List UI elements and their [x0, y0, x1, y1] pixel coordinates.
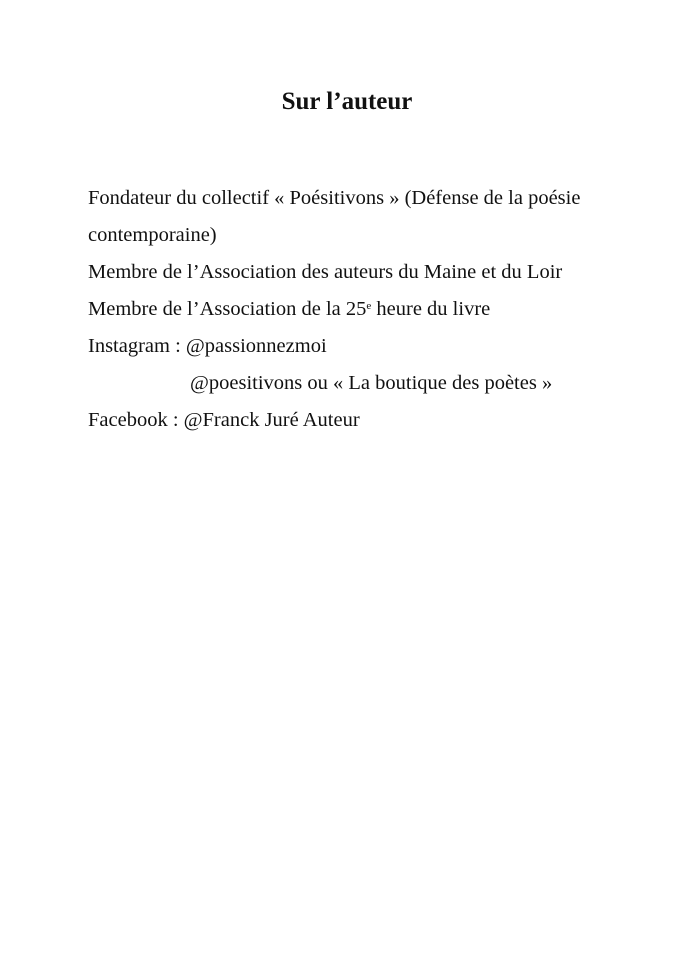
- facebook-line: Facebook : @Franck Juré Auteur: [88, 409, 360, 431]
- instagram-handle-2: @poesitivons ou « La boutique des poètes »: [190, 372, 553, 394]
- instagram-label: Instagram :: [88, 335, 186, 357]
- instagram-handle: @passionnezmoi: [185, 335, 327, 357]
- author-info: [88, 180, 580, 439]
- superscript: e: [366, 300, 372, 312]
- text-line: [88, 291, 580, 328]
- text-line: Membre de l’Association des auteurs du Maine et du Loir: [88, 261, 563, 283]
- text-part: Membre de l’Association de la 25: [88, 298, 367, 320]
- instagram-line: [88, 328, 580, 365]
- text-line: contemporaine): [88, 224, 217, 246]
- page-title: Sur l’auteur: [281, 88, 413, 115]
- text-part: heure du livre: [371, 298, 491, 320]
- text-line: Fondateur du collectif « Poésitivons » (Défense de la poésie: [88, 187, 581, 209]
